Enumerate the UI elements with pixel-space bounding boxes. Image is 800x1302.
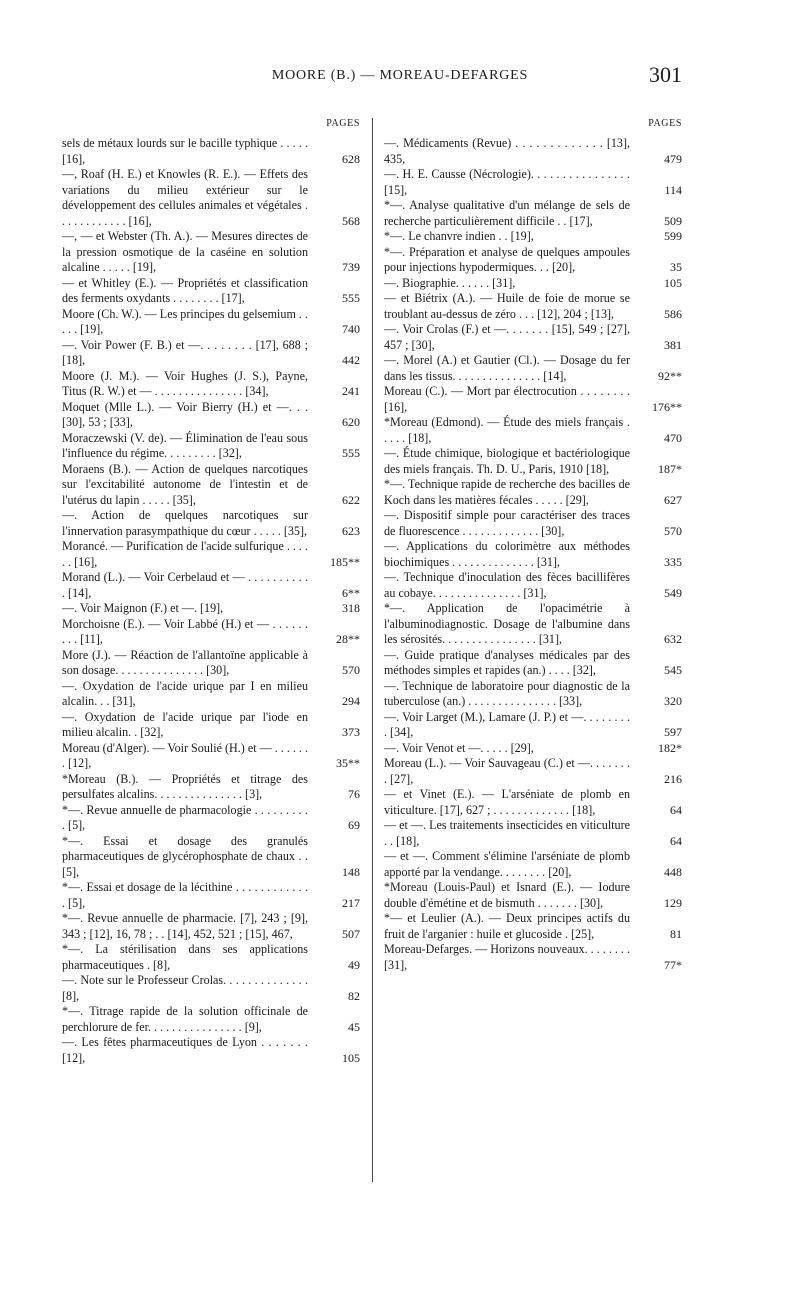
entry-page-number: 176** (652, 399, 682, 414)
index-entry (384, 245, 682, 276)
entry-page-number: 597 (664, 725, 682, 739)
index-entry (62, 1035, 360, 1066)
entry-page-number: 320 (664, 694, 682, 708)
index-entry (62, 338, 360, 369)
index-entry (384, 415, 682, 446)
entry-page-number: 148 (342, 864, 360, 879)
index-entry (62, 462, 360, 509)
entry-text: —. Voir Larget (M.), Lamare (J. P.) et —. . . . . . . . . [34], (384, 709, 630, 739)
index-entry (384, 818, 682, 849)
entry-text: Morand (L.). — Voir Cerbelaud et — . . . . . . . . . . . [14], (62, 570, 308, 600)
index-entry (62, 1004, 360, 1035)
entry-text: Moore (J. M.). — Voir Hughes (J. S.), Payne, Titus (R. W.) et — . . . . . . . . . . . . . . . [34], (62, 368, 308, 398)
index-entry (62, 307, 360, 338)
entry-text: —. Morel (A.) et Gautier (Cl.). — Dosage du fer dans les tissus. . . . . . . . . . . . . . . [14], (384, 353, 630, 383)
entry-page-number: 555 (342, 291, 360, 305)
entry-text: Morchoisne (E.). — Voir Labbé (H.) et — . . . . . . . . . [11], (62, 616, 308, 646)
index-entry (62, 601, 360, 617)
entry-text: — et Vinet (E.). — L'arséniate de plomb en viticulture. [17], 627 ; . . . . . . . . . . . . . [18], (384, 787, 630, 817)
entry-page-number: 217 (342, 895, 360, 910)
index-entry (62, 369, 360, 400)
left-entry-list (62, 136, 360, 1066)
index-entry (384, 477, 682, 508)
entry-text: *— et Leulier (A.). — Deux principes actifs du fruit de l'arganier : huile et glucoside . [25], (384, 911, 630, 941)
entry-page-number: 549 (664, 585, 682, 600)
right-column (384, 118, 682, 973)
entry-page-number: 628 (342, 151, 360, 166)
index-entry (384, 648, 682, 679)
page-header (0, 62, 800, 94)
entry-text: — et Whitley (E.). — Propriétés et classification des ferments oxydants . . . . . . . . [17], (62, 275, 308, 305)
entry-page-number: 442 (342, 353, 360, 367)
entry-text: —. Note sur le Professeur Crolas. . . . . . . . . . . . . . [8], (62, 973, 308, 1003)
entry-text: Moreau (C.). — Mort par électrocution . . . . . . . . [16], (384, 384, 630, 414)
entry-text: Moreau (d'Alger). — Voir Soulié (H.) et — . . . . . . . [12], (62, 740, 308, 770)
left-column-header (62, 118, 360, 136)
index-entry (62, 648, 360, 679)
index-entry (62, 710, 360, 741)
entry-page-number: 77* (664, 957, 682, 972)
entry-text: Moreau (L.). — Voir Sauvageau (C.) et —. . . . . . . . [27], (384, 756, 630, 786)
entry-page-number: 623 (342, 523, 360, 538)
index-entry (62, 880, 360, 911)
entry-page-number: 632 (664, 632, 682, 646)
index-entry (384, 710, 682, 741)
entry-page-number: 185** (330, 554, 360, 569)
entry-text: —. Voir Crolas (F.) et —. . . . . . . [15], 549 ; [27], 457 ; [30], (384, 322, 630, 352)
entry-page-number: 6** (342, 585, 360, 600)
entry-page-number: 740 (342, 322, 360, 336)
entry-text: —. Les fêtes pharmaceutiques de Lyon . . . . . . . [12], (62, 1035, 308, 1065)
entry-text: Moreau-Defarges. — Horizons nouveaux. . . . . . . . [31], (384, 942, 630, 972)
index-entry (62, 570, 360, 601)
index-entry (384, 167, 682, 198)
index-entry (62, 136, 360, 167)
left-column (62, 118, 360, 1066)
entry-text: *Moreau (B.). — Propriétés et titrage des persulfates alcalins. . . . . . . . . . . . . . . [3], (62, 771, 308, 801)
index-entry (62, 229, 360, 276)
index-entry (384, 880, 682, 911)
entry-page-number: 509 (664, 213, 682, 228)
entry-page-number: 507 (342, 926, 360, 941)
entry-text: —. Dispositif simple pour caractériser des traces de fluorescence . . . . . . . . . . . . . [30], (384, 508, 630, 538)
entry-page-number: 318 (342, 601, 360, 615)
index-entry (62, 508, 360, 539)
entry-page-number: 114 (664, 182, 682, 197)
index-entry (62, 167, 360, 229)
entry-text: *—. Essai et dosage des granulés pharmaceutiques de glycérophosphate de chaux . . [5], (62, 833, 308, 879)
entry-page-number: 81 (670, 926, 682, 941)
entry-text: —. Voir Venot et —. . . . . [29], (384, 740, 534, 755)
entry-page-number: 105 (664, 275, 682, 290)
entry-text: Moraens (B.). — Action de quelques narcotiques sur l'excitabilité autonome de l'intestin et de l'utérus du lapin . . . . . [35], (62, 461, 308, 507)
entry-text: —. H. E. Causse (Nécrologie). . . . . . . . . . . . . . . . [15], (384, 167, 630, 197)
entry-page-number: 76 (348, 787, 360, 801)
entry-page-number: 35** (336, 756, 360, 770)
entry-text: Moquet (Mlle L.). — Voir Bierry (H.) et —. . . [30], 53 ; [33], (62, 399, 308, 429)
entry-text: *—. La stérilisation dans ses applications pharmaceutiques . [8], (62, 942, 308, 972)
entry-text: *Moreau (Louis-Paul) et Isnard (E.). — Iodure double d'émétine et de bismuth . . . . . . . [30], (384, 880, 630, 910)
column-divider (372, 118, 373, 1182)
entry-text: Moore (Ch. W.). — Les principes du gelsemium . . . . . [19], (62, 306, 308, 336)
index-entry (384, 353, 682, 384)
entry-text: *—. Titrage rapide de la solution officinale de perchlorure de fer. . . . . . . . . . . . . . . . [9], (62, 1004, 308, 1034)
entry-text: —. Biographie. . . . . . [31], (384, 275, 516, 290)
index-entry (384, 384, 682, 415)
entry-page-number: 28** (336, 632, 360, 646)
entry-text: *Moreau (Edmond). — Étude des miels français . . . . . [18], (384, 415, 630, 445)
index-entry (384, 276, 682, 292)
entry-page-number: 470 (664, 430, 682, 445)
entry-page-number: 373 (342, 725, 360, 739)
index-entry (62, 834, 360, 881)
entry-page-number: 739 (342, 260, 360, 274)
entry-text: —, — et Webster (Th. A.). — Mesures directes de la pression osmotique de la caséine en solution alcaline . . . . . [19], (62, 229, 308, 274)
right-column-header (384, 118, 682, 136)
pages-label: PAGES (326, 118, 360, 129)
index-entry (384, 446, 682, 477)
index-entry (384, 508, 682, 539)
entry-page-number: 381 (664, 337, 682, 352)
entry-page-number: 129 (664, 895, 682, 910)
entry-text: *—. Analyse qualitative d'un mélange de sels de recherche particulièrement difficile . . [17], (384, 198, 630, 228)
entry-page-number: 545 (664, 663, 682, 677)
index-entry (62, 772, 360, 803)
entry-text: More (J.). — Réaction de l'allantoïne applicable à son dosage. . . . . . . . . . . . . . . [30], (62, 647, 308, 677)
index-entry (384, 539, 682, 570)
entry-page-number: 570 (342, 663, 360, 677)
index-entry (384, 849, 682, 880)
entry-page-number: 622 (342, 492, 360, 507)
right-entry-list (384, 136, 682, 973)
entry-text: —. Oxydation de l'acide urique par l'iode en milieu alcalin. . [32], (62, 709, 308, 739)
entry-text: —, Roaf (H. E.) et Knowles (R. E.). — Effets des variations du milieu extérieur sur le développement des cellules animales et végétales . . . . . . . . . . . . [16], (62, 167, 308, 228)
index-entry (62, 803, 360, 834)
index-entry (384, 741, 682, 757)
entry-page-number: 92** (658, 368, 682, 383)
entry-page-number: 45 (348, 1019, 360, 1034)
entry-page-number: 105 (342, 1050, 360, 1065)
entry-text: — et —. Les traitements insecticides en viticulture . . [18], (384, 818, 630, 848)
entry-text: —. Médicaments (Revue) . . . . . . . . . . . . . [13], 435, (384, 136, 630, 166)
entry-page-number: 187* (658, 461, 682, 476)
entry-page-number: 555 (342, 446, 360, 460)
index-entry (384, 679, 682, 710)
entry-text: —. Technique de laboratoire pour diagnostic de la tuberculose (an.) . . . . . . . . . . . . . . . [33], (384, 678, 630, 708)
entry-text: — et —. Comment s'élimine l'arséniate de plomb apporté par la vendange. . . . . . . . [20], (384, 849, 630, 879)
entry-page-number: 82 (348, 988, 360, 1003)
index-entry (62, 400, 360, 431)
entry-page-number: 64 (670, 802, 682, 817)
entry-page-number: 586 (664, 306, 682, 321)
entry-page-number: 448 (664, 864, 682, 879)
entry-text: *—. Technique rapide de recherche des bacilles de Koch dans les matières fécales . . . . . [29], (384, 477, 630, 507)
index-entry (62, 617, 360, 648)
entry-text: *—. Essai et dosage de la lécithine . . . . . . . . . . . . . [5], (62, 880, 308, 910)
entry-page-number: 241 (342, 384, 360, 398)
running-title: MOORE (B.) — MOREAU-DEFARGES (271, 68, 529, 83)
index-entry (62, 679, 360, 710)
index-entry (62, 911, 360, 942)
pages-label: PAGES (648, 118, 682, 129)
entry-text: —. Voir Power (F. B.) et —. . . . . . . . [17], 688 ; [18], (62, 337, 308, 367)
entry-page-number: 627 (664, 492, 682, 507)
index-entry (384, 322, 682, 353)
entry-text: *—. Application de l'opacimétrie à l'albuminodiagnostic. Dosage de l'albumine dans les sérosités. . . . . . . . . . . . . . . . [31], (384, 601, 630, 646)
entry-text: — et Biétrix (A.). — Huile de foie de morue se troublant au-dessus de zéro . . . [12], 204 ; [13], (384, 291, 630, 321)
index-entry (384, 787, 682, 818)
entry-text: —. Applications du colorimètre aux méthodes biochimiques . . . . . . . . . . . . . . [31], (384, 539, 630, 569)
entry-text: —. Guide pratique d'analyses médicales par des méthodes simples et rapides (an.) . . . . [32], (384, 647, 630, 677)
index-entry (384, 198, 682, 229)
entry-text: —. Technique d'inoculation des fèces bacillifères au cobaye. . . . . . . . . . . . . . . [31], (384, 570, 630, 600)
index-entry (384, 291, 682, 322)
index-entry (62, 942, 360, 973)
index-entry (384, 601, 682, 648)
entry-text: —. Voir Maignon (F.) et —. [19], (62, 601, 224, 615)
entry-page-number: 69 (348, 818, 360, 832)
index-entry (384, 136, 682, 167)
index-entry (62, 431, 360, 462)
entry-page-number: 182* (658, 740, 682, 755)
entry-page-number: 216 (664, 771, 682, 786)
entry-page-number: 335 (664, 554, 682, 569)
entry-text: *—. Préparation et analyse de quelques ampoules pour injections hypodermiques. . . [20], (384, 244, 630, 274)
entry-text: *—. Revue annuelle de pharmacologie . . . . . . . . . . [5], (62, 802, 308, 832)
page-number: 301 (649, 62, 682, 87)
index-entry (384, 229, 682, 245)
entry-page-number: 599 (664, 229, 682, 243)
entry-page-number: 568 (342, 213, 360, 228)
entry-page-number: 620 (342, 415, 360, 429)
entry-page-number: 35 (670, 260, 682, 274)
entry-text: Moraczewski (V. de). — Élimination de l'eau sous l'influence du régime. . . . . . . . . [32], (62, 430, 308, 460)
index-entry (62, 741, 360, 772)
entry-text: —. Oxydation de l'acide urique par I en milieu alcalin. . . [31], (62, 678, 308, 708)
entry-text: *—. Revue annuelle de pharmacie. [7], 243 ; [9], 343 ; [12], 16, 78 ; . . [14], 452, 521 ; [15], 467, (62, 911, 308, 941)
index-entry (384, 911, 682, 942)
index-entry (62, 973, 360, 1004)
entry-page-number: 49 (348, 957, 360, 972)
entry-text: sels de métaux lourds sur le bacille typhique . . . . . [16], (62, 136, 308, 166)
index-entry (62, 539, 360, 570)
index-entry (62, 276, 360, 307)
entry-text: —. Action de quelques narcotiques sur l'innervation parasympathique du cœur . . . . . [35], (62, 508, 308, 538)
entry-text: Morancé. — Purification de l'acide sulfurique . . . . . . [16], (62, 539, 308, 569)
entry-text: *—. Le chanvre indien . . [19], (384, 229, 534, 243)
entry-page-number: 570 (664, 523, 682, 538)
index-entry (384, 942, 682, 973)
index-entry (384, 756, 682, 787)
entry-page-number: 294 (342, 694, 360, 708)
index-entry (384, 570, 682, 601)
entry-page-number: 479 (664, 151, 682, 166)
entry-text: —. Étude chimique, biologique et bactériologique des miels français. Th. D. U., Paris, 1910 [18], (384, 446, 630, 476)
entry-page-number: 64 (670, 833, 682, 848)
